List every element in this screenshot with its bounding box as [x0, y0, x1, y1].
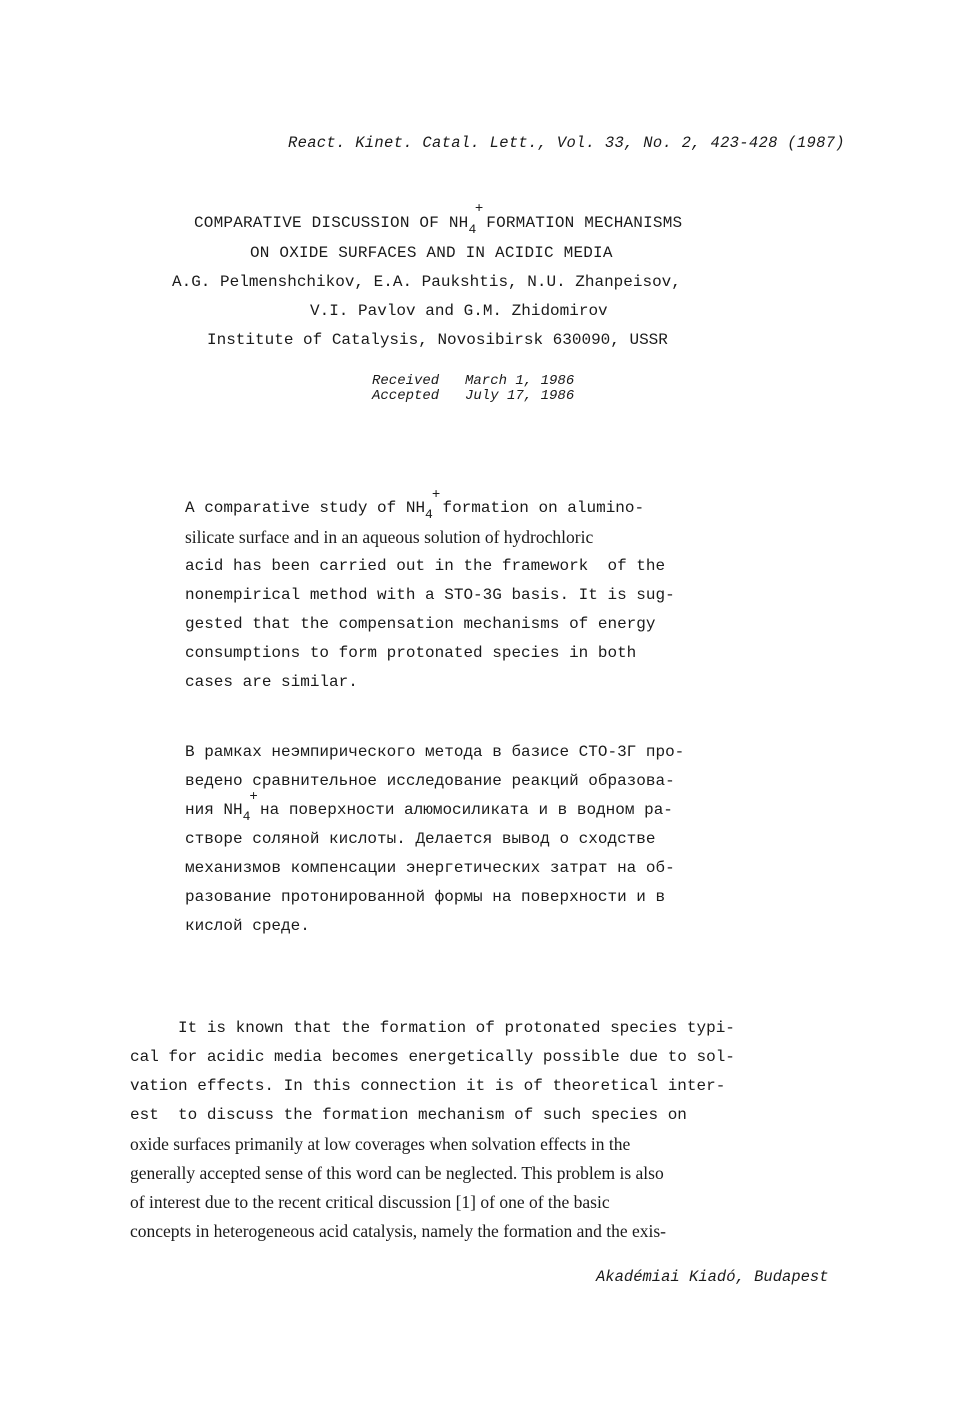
ion-base: NH — [405, 499, 426, 517]
abstract-ru-text: ния — [185, 801, 224, 819]
abstract-ru-line — [185, 789, 684, 825]
body-line: est to discuss the formation mechanism of such species on — [130, 1106, 687, 1124]
ion-superscript: + — [249, 789, 258, 805]
abstract-russian — [185, 738, 684, 941]
abstract-en-line: cases are similar. — [185, 673, 358, 691]
body-line: of interest due to the recent critical discussion [1] of one of the basic — [130, 1192, 610, 1212]
received-date: March 1, 1986 — [465, 373, 575, 389]
ion-base: NH — [223, 801, 243, 819]
authors-line-2: V.I. Pavlov and G.M. Zhidomirov — [310, 302, 608, 320]
ion-subscript: 4 — [242, 809, 251, 824]
title-text-start: COMPARATIVE DISCUSSION OF — [194, 214, 449, 232]
abstract-ru-line: ведено сравнительное исследование реакций образова- — [185, 772, 675, 790]
abstract-en-line: gested that the compensation mechanisms of energy — [185, 615, 656, 633]
body-paragraph — [130, 1014, 735, 1246]
body-line: cal for acidic media becomes energetically possible due to sol- — [130, 1048, 735, 1066]
affiliation: Institute of Catalysis, Novosibirsk 630090, USSR — [207, 331, 668, 349]
ion-subscript: 4 — [468, 222, 477, 237]
body-line: concepts in heterogeneous acid catalysis, namely the formation and the exis- — [130, 1221, 666, 1241]
body-line: vation effects. In this connection it is of theoretical inter- — [130, 1077, 726, 1095]
ammonium-ion — [448, 201, 484, 237]
ion-superscript: + — [474, 201, 484, 217]
title-line-1 — [194, 201, 683, 237]
abstract-en-line: acid has been carried out in the framework of the — [185, 557, 666, 575]
title-text-end: FORMATION MECHANISMS — [476, 214, 683, 232]
abstract-ru-line: разование протонированной формы на поверхности и в — [185, 888, 666, 906]
submission-dates — [372, 374, 574, 404]
publisher-footer: Akadémiai Kiadó, Budapest — [596, 1268, 829, 1286]
authors-line-1: A.G. Pelmenshchikov, E.A. Paukshtis, N.U. Zhanpeisov, — [172, 273, 681, 291]
title-line-2: ON OXIDE SURFACES AND IN ACIDIC MEDIA — [250, 244, 613, 262]
received-label: Received — [372, 373, 440, 389]
body-line: oxide surfaces primanily at low coverages when solvation effects in the — [130, 1134, 631, 1154]
abstract-en-line: consumptions to form protonated species in both — [185, 644, 637, 662]
journal-reference: React. Kinet. Catal. Lett., Vol. 33, No. 2, 423-428 (1987) — [288, 134, 845, 152]
ion-base: NH — [448, 214, 469, 232]
abstract-ru-line: В рамках неэмпирического метода в базисе СТО-3Г про- — [185, 743, 685, 761]
abstract-en-line: nonempirical method with a STO-3G basis. It is sug- — [185, 586, 675, 604]
ion-superscript: + — [431, 487, 441, 503]
abstract-en-line: silicate surface and in an aqueous solution of hydrochloric — [185, 527, 594, 547]
abstract-en-text: formation on alumino- — [432, 499, 645, 517]
body-line: It is known that the formation of protonated species typi- — [130, 1019, 735, 1037]
abstract-ru-line: кислой среде. — [185, 917, 310, 935]
abstract-en-text: A comparative study of — [185, 499, 406, 517]
body-line: generally accepted sense of this word can be neglected. This problem is also — [130, 1163, 664, 1183]
abstract-ru-line: механизмов компенсации энергетических затрат на об- — [185, 859, 675, 877]
ion-subscript: 4 — [425, 507, 433, 522]
accepted-date: July 17, 1986 — [465, 388, 575, 404]
abstract-en-line — [185, 487, 675, 523]
abstract-ru-line: створе соляной кислоты. Делается вывод о сходстве — [185, 830, 656, 848]
abstract-english — [185, 487, 675, 697]
abstract-ru-text: на поверхности алюмосиликата и в водном ра- — [250, 801, 673, 819]
ammonium-ion — [405, 487, 441, 523]
ammonium-ion — [223, 789, 258, 825]
accepted-label: Accepted — [372, 388, 440, 404]
